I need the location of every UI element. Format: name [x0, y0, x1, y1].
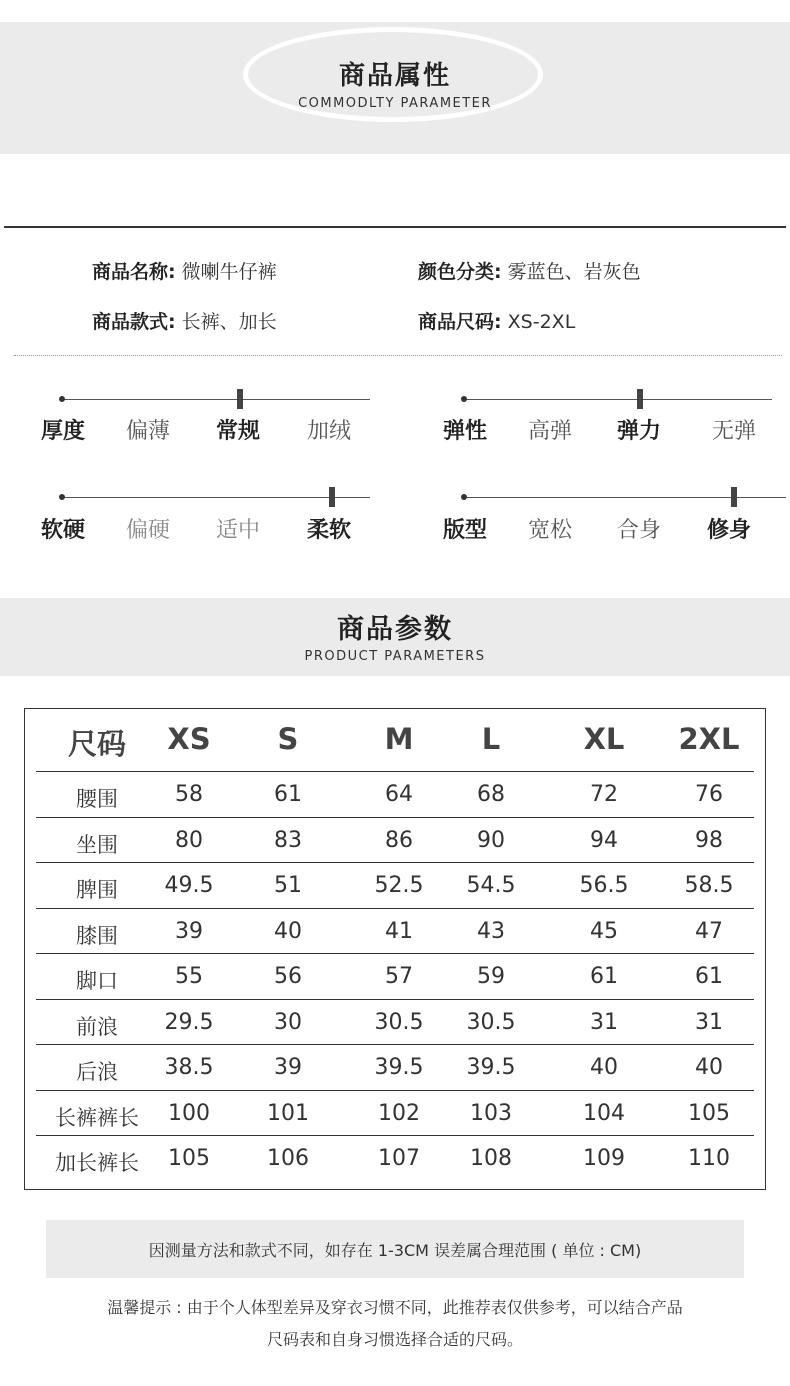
table-cell: 30 [274, 1009, 302, 1035]
softness-label: 软硬 [40, 518, 85, 543]
table-cell: 61 [590, 964, 618, 989]
table-cell: 109 [583, 1146, 625, 1171]
table-cell: 86 [385, 827, 413, 853]
elasticity-scale-track [464, 399, 772, 400]
table-row-label: 脾围 [76, 878, 118, 902]
tip-line-2: 尺码表和自身习惯选择合适的尺码。 [266, 1330, 523, 1349]
table-cell: 68 [477, 782, 505, 807]
attr-size-value: XS-2XL [507, 311, 576, 333]
thickness-label: 厚度 [40, 419, 85, 444]
thickness-scale-start-dot [59, 396, 65, 402]
fit-option-regular: 合身 [616, 518, 661, 543]
table-cell: 101 [267, 1100, 309, 1126]
table-cell: 43 [477, 918, 505, 944]
table-row-divider [36, 862, 754, 863]
softness-scale-marker [329, 487, 335, 507]
table-cell: 76 [695, 782, 723, 807]
attr-style [92, 307, 277, 334]
elasticity-option-stretch: 弹力 [616, 419, 661, 444]
thickness-option-thin: 偏薄 [125, 419, 170, 444]
table-cell: 61 [695, 964, 723, 989]
table-row-divider [36, 771, 754, 772]
table-row-divider [36, 1090, 754, 1091]
table-cell: 98 [695, 827, 723, 853]
table-cell: 38.5 [164, 1055, 214, 1080]
table-cell: 61 [274, 782, 302, 807]
fit-option-slim: 修身 [706, 518, 751, 543]
table-row-label: 坐围 [76, 832, 118, 857]
table-row-label: 加长裤长 [55, 1151, 139, 1175]
table-header-size: S [277, 722, 299, 756]
table-cell: 30.5 [466, 1009, 516, 1035]
table-row-divider [36, 999, 754, 1000]
fit-scale-start-dot [461, 494, 467, 500]
tip-line-1: 温馨提示 : 由于个人体型差异及穿衣习惯不同，此推荐表仅供参考，可以结合产品 [107, 1298, 683, 1317]
table-cell: 58 [175, 782, 203, 807]
table-cell: 100 [168, 1100, 210, 1126]
table-cell: 108 [470, 1146, 512, 1171]
fit-option-loose: 宽松 [527, 518, 572, 543]
softness-option-soft: 柔软 [306, 518, 351, 543]
thickness-option-fleece: 加绒 [306, 419, 351, 444]
attr-size-label: 商品尺码: [418, 311, 502, 333]
attr-style-label: 商品款式: [92, 311, 176, 333]
thickness-option-regular: 常规 [215, 419, 260, 444]
table-cell: 39.5 [374, 1055, 424, 1080]
fit-label: 版型 [442, 518, 487, 543]
table-cell: 39 [175, 918, 203, 944]
table-cell: 51 [274, 873, 302, 898]
table-row-label: 长裤裤长 [55, 1105, 139, 1130]
elasticity-scale-start-dot [461, 396, 467, 402]
thickness-scale-marker [237, 389, 243, 409]
table-row-label: 脚口 [76, 969, 118, 993]
divider-line [4, 226, 786, 228]
table-row-divider [36, 817, 754, 818]
table-row-divider [36, 1044, 754, 1045]
commodity-subtitle: COMMODLTY PARAMETER [298, 96, 492, 111]
table-cell: 64 [385, 782, 413, 807]
dotted-divider [14, 355, 782, 356]
attr-color [418, 257, 641, 284]
table-row-divider [36, 953, 754, 954]
table-cell: 31 [590, 1009, 618, 1035]
table-row-divider [36, 908, 754, 909]
attr-product-name [92, 257, 277, 284]
table-cell: 103 [470, 1100, 512, 1126]
table-cell: 110 [688, 1146, 730, 1171]
table-cell: 54.5 [466, 873, 516, 898]
table-cell: 106 [267, 1146, 309, 1171]
table-row-label: 前浪 [76, 1014, 118, 1039]
table-cell: 80 [175, 827, 203, 853]
table-cell: 39 [274, 1055, 302, 1080]
table-cell: 56.5 [579, 873, 629, 898]
table-cell: 105 [688, 1100, 730, 1126]
table-cell: 52.5 [374, 873, 424, 898]
attr-name-label: 商品名称: [92, 261, 176, 283]
attr-size [418, 307, 575, 334]
table-cell: 57 [385, 964, 413, 989]
table-header-size: M [384, 722, 414, 756]
table-cell: 56 [274, 964, 302, 989]
table-row-label: 膝围 [76, 923, 118, 948]
elasticity-option-none: 无弹 [711, 419, 756, 444]
softness-scale-start-dot [59, 494, 65, 500]
product-params-title: 商品参数 [337, 614, 453, 645]
table-cell: 90 [477, 827, 505, 853]
elasticity-label: 弹性 [442, 419, 487, 444]
table-cell: 31 [695, 1009, 723, 1035]
table-header-size: XS [167, 722, 211, 756]
table-cell: 40 [695, 1055, 723, 1080]
table-cell: 30.5 [374, 1009, 424, 1035]
table-row-label: 腰围 [76, 787, 118, 811]
table-cell: 39.5 [466, 1055, 516, 1080]
table-cell: 107 [378, 1146, 420, 1171]
attr-color-label: 颜色分类: [418, 261, 502, 283]
table-cell: 45 [590, 918, 618, 944]
table-cell: 102 [378, 1100, 420, 1126]
table-header-size: 2XL [678, 722, 740, 756]
table-header-size: XL [583, 722, 625, 756]
product-params-subtitle: PRODUCT PARAMETERS [304, 649, 486, 664]
table-header-size: L [481, 722, 501, 756]
table-cell: 104 [583, 1100, 625, 1126]
measurement-note: 因测量方法和款式不同，如存在 1-3CM 误差属合理范围 ( 单位 : CM) [148, 1241, 642, 1260]
table-cell: 49.5 [164, 873, 214, 898]
elasticity-option-high: 高弹 [527, 419, 572, 444]
fit-scale-marker [731, 487, 737, 507]
table-cell: 40 [274, 918, 302, 944]
table-cell: 59 [477, 964, 505, 989]
table-cell: 72 [590, 782, 618, 807]
commodity-title: 商品属性 [338, 61, 451, 91]
table-cell: 83 [274, 827, 302, 853]
attr-color-value: 雾蓝色、岩灰色 [507, 261, 641, 283]
fit-scale-track [464, 497, 786, 498]
table-header-size-label: 尺码 [67, 727, 126, 761]
table-cell: 58.5 [684, 873, 734, 898]
elasticity-scale-marker [637, 389, 643, 409]
table-cell: 94 [590, 827, 618, 853]
table-cell: 47 [695, 918, 723, 944]
thickness-scale-track [62, 399, 370, 400]
softness-scale-track [62, 497, 370, 498]
table-cell: 105 [168, 1146, 210, 1171]
table-cell: 40 [590, 1055, 618, 1080]
table-cell: 29.5 [164, 1009, 214, 1035]
attr-name-value: 微喇牛仔裤 [181, 261, 277, 283]
table-row-label: 后浪 [76, 1060, 118, 1084]
softness-option-hard: 偏硬 [125, 518, 170, 543]
softness-option-medium: 适中 [215, 518, 260, 543]
attr-style-value: 长裤、加长 [181, 311, 277, 333]
table-row-divider [36, 1135, 754, 1136]
table-cell: 41 [385, 918, 413, 944]
table-cell: 55 [175, 964, 203, 989]
